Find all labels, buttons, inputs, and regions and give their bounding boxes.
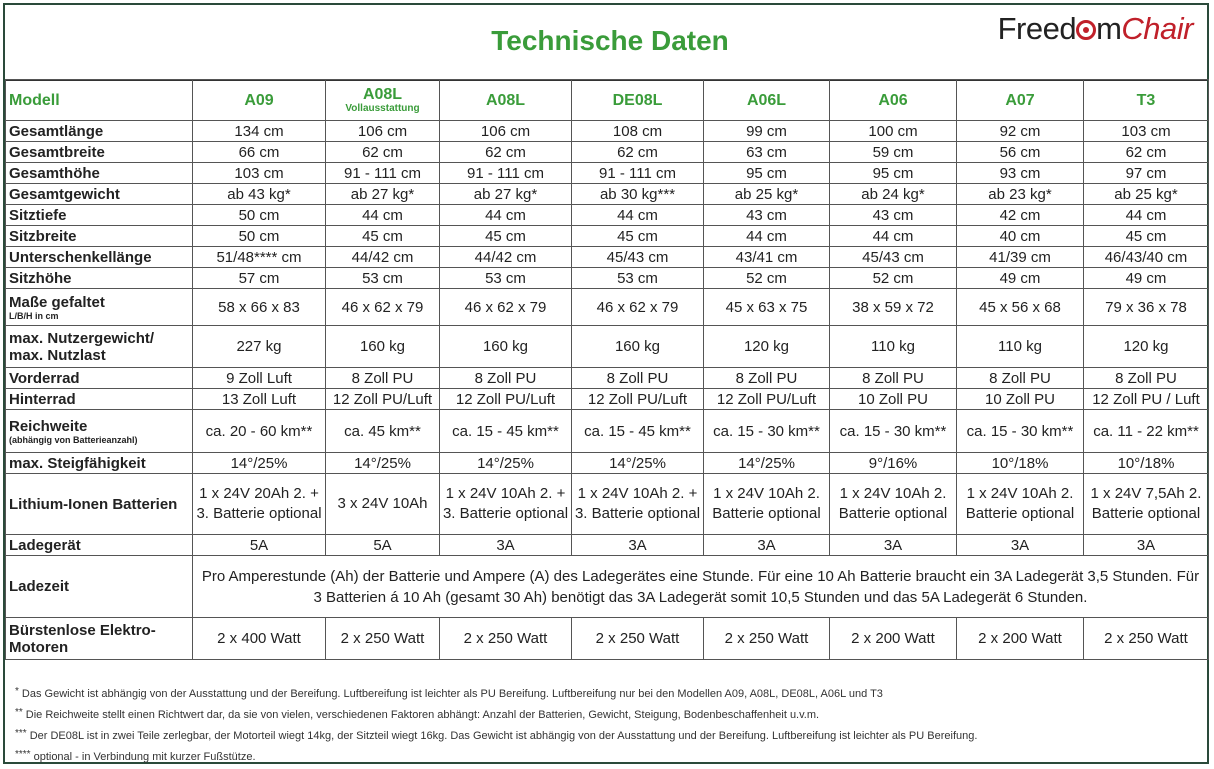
footnote-mark: *	[15, 686, 19, 697]
table-cell: ca. 15 - 30 km**	[830, 410, 957, 453]
table-cell: 14°/25%	[704, 453, 830, 474]
row-label-text: Ladegerät	[9, 536, 81, 554]
table-cell: 2 x 250 Watt	[1084, 618, 1209, 660]
table-cell: ca. 15 - 45 km**	[572, 410, 704, 453]
table-cell: 53 cm	[326, 268, 440, 289]
table-cell: 13 Zoll Luft	[193, 389, 326, 410]
table-cell: 108 cm	[572, 121, 704, 142]
row-label	[6, 474, 193, 535]
table-cell: 45 cm	[440, 226, 572, 247]
table-cell: 160 kg	[326, 326, 440, 368]
model-header	[1084, 80, 1209, 121]
table-cell: 95 cm	[704, 163, 830, 184]
row-label-text: Maße gefaltet	[9, 293, 105, 311]
footnote	[15, 723, 1205, 744]
spec-sheet	[3, 3, 1209, 764]
table-cell: ab 43 kg*	[193, 184, 326, 205]
model-name: A09	[244, 91, 274, 109]
table-row	[6, 163, 1209, 184]
model-header	[957, 80, 1084, 121]
table-cell: 8 Zoll PU	[957, 368, 1084, 389]
table-cell: 53 cm	[440, 268, 572, 289]
row-label	[6, 184, 193, 205]
spec-table	[5, 79, 1209, 660]
table-row	[6, 389, 1209, 410]
table-header-row	[6, 80, 1209, 121]
row-label	[6, 389, 193, 410]
model-header	[572, 80, 704, 121]
table-cell: 100 cm	[830, 121, 957, 142]
header	[5, 5, 1207, 81]
row-label	[6, 163, 193, 184]
table-cell: 2 x 250 Watt	[440, 618, 572, 660]
table-cell: 1 x 24V 10Ah 2. Batterie optional	[830, 474, 957, 535]
table-cell: 42 cm	[957, 205, 1084, 226]
table-cell: 1 x 24V 10Ah 2. + 3. Batterie optional	[572, 474, 704, 535]
table-cell: 3 x 24V 10Ah	[326, 474, 440, 535]
table-cell: 106 cm	[326, 121, 440, 142]
row-label	[6, 453, 193, 474]
table-cell: 43 cm	[704, 205, 830, 226]
row-label-text: Sitztiefe	[9, 206, 67, 224]
table-cell: 50 cm	[193, 205, 326, 226]
table-cell: 62 cm	[1084, 142, 1209, 163]
table-cell: 91 - 111 cm	[326, 163, 440, 184]
table-cell: 8 Zoll PU	[326, 368, 440, 389]
table-cell: 103 cm	[1084, 121, 1209, 142]
row-label-text: Sitzhöhe	[9, 269, 72, 287]
table-cell: 227 kg	[193, 326, 326, 368]
table-row	[6, 289, 1209, 326]
table-cell: 8 Zoll PU	[1084, 368, 1209, 389]
table-cell: ab 23 kg*	[957, 184, 1084, 205]
table-cell: 57 cm	[193, 268, 326, 289]
table-cell: 9°/16%	[830, 453, 957, 474]
row-label	[6, 326, 193, 368]
table-cell: 41/39 cm	[957, 247, 1084, 268]
table-cell: 46 x 62 x 79	[326, 289, 440, 326]
table-row	[6, 268, 1209, 289]
table-row	[6, 226, 1209, 247]
table-cell: 66 cm	[193, 142, 326, 163]
logo-text-m: m	[1096, 11, 1122, 46]
row-label-text: Gesamtlänge	[9, 122, 104, 140]
table-cell: 44 cm	[326, 205, 440, 226]
table-cell: 2 x 200 Watt	[830, 618, 957, 660]
table-cell: ca. 45 km**	[326, 410, 440, 453]
table-cell: ca. 15 - 30 km**	[957, 410, 1084, 453]
table-cell: 97 cm	[1084, 163, 1209, 184]
row-label	[6, 142, 193, 163]
model-header	[830, 80, 957, 121]
row-label-text: Unterschenkellänge	[9, 248, 152, 266]
model-header	[193, 80, 326, 121]
table-cell: 5A	[193, 535, 326, 556]
footnote-text: Der DE08L ist in zwei Teile zerlegbar, der Motorteil wiegt 14kg, der Sitzteil wiegt 16kg. Das Gewicht ist abhängig von der Ausstattung und der Bereifung. Luftbereifung ist leichter als PU Bereifung.	[29, 730, 978, 742]
table-cell: 45 cm	[326, 226, 440, 247]
table-row	[6, 618, 1209, 660]
model-name: A08L	[362, 86, 403, 103]
table-cell: 44/42 cm	[440, 247, 572, 268]
model-name: A07	[1005, 91, 1035, 109]
table-cell: 3A	[957, 535, 1084, 556]
table-row	[6, 535, 1209, 556]
table-cell: 91 - 111 cm	[440, 163, 572, 184]
table-cell: 45 x 63 x 75	[704, 289, 830, 326]
table-cell: 110 kg	[957, 326, 1084, 368]
table-cell: 2 x 400 Watt	[193, 618, 326, 660]
footnote-mark: **	[15, 707, 23, 718]
table-cell: 103 cm	[193, 163, 326, 184]
footnote	[15, 702, 1205, 723]
row-label	[6, 205, 193, 226]
table-cell: 59 cm	[830, 142, 957, 163]
row-label	[6, 410, 193, 453]
row-label	[6, 289, 193, 326]
table-cell: 160 kg	[572, 326, 704, 368]
table-cell: 3A	[572, 535, 704, 556]
footnotes	[15, 681, 1205, 765]
table-cell: 43 cm	[830, 205, 957, 226]
table-row	[6, 453, 1209, 474]
table-cell: 8 Zoll PU	[572, 368, 704, 389]
row-label	[6, 535, 193, 556]
table-row	[6, 556, 1209, 618]
table-cell: 52 cm	[704, 268, 830, 289]
table-cell: 79 x 36 x 78	[1084, 289, 1209, 326]
table-cell: 12 Zoll PU/Luft	[572, 389, 704, 410]
row-label	[6, 121, 193, 142]
table-row	[6, 247, 1209, 268]
table-cell: 2 x 250 Watt	[572, 618, 704, 660]
table-cell: 95 cm	[830, 163, 957, 184]
table-cell: 44 cm	[830, 226, 957, 247]
table-cell: 99 cm	[704, 121, 830, 142]
table-cell: 46 x 62 x 79	[440, 289, 572, 326]
table-cell: 2 x 250 Watt	[704, 618, 830, 660]
row-label-text: Sitzbreite	[9, 227, 77, 245]
ladezeit-text: Pro Amperestunde (Ah) der Batterie und Ampere (A) des Ladegerätes eine Stunde. Für eine 10 Ah Batterie braucht ein 3A Ladegerät 3,5 Stunden. Für 3 Batterien á 10 Ah (gesamt 30 Ah) benötigt das 3A Ladegerät somit 10,5 Stunden und das 5A Ladegerät 6 Stunden.	[193, 556, 1209, 618]
table-cell: 62 cm	[572, 142, 704, 163]
footnote	[15, 681, 1205, 702]
table-row	[6, 474, 1209, 535]
model-header	[326, 80, 440, 121]
table-cell: 63 cm	[704, 142, 830, 163]
footnote-text: Das Gewicht ist abhängig von der Ausstattung und der Bereifung. Luftbereifung ist leichter als PU Bereifung. Luftbereifung nur bei den Modellen A09, A08L, DE08L, A06L und T3	[21, 688, 883, 700]
table-cell: 43/41 cm	[704, 247, 830, 268]
row-label-sub: L/B/H in cm	[9, 310, 59, 321]
table-row	[6, 368, 1209, 389]
table-cell: 10 Zoll PU	[830, 389, 957, 410]
table-cell: 3A	[830, 535, 957, 556]
table-cell: ab 27 kg*	[326, 184, 440, 205]
table-cell: 45/43 cm	[830, 247, 957, 268]
row-label-text: max. Nutzergewicht/ max. Nutzlast	[9, 329, 155, 364]
table-cell: 8 Zoll PU	[830, 368, 957, 389]
model-name: A06	[878, 91, 908, 109]
footnote-mark: ****	[15, 749, 31, 760]
table-row	[6, 184, 1209, 205]
model-header	[440, 80, 572, 121]
table-cell: 52 cm	[830, 268, 957, 289]
table-cell: 1 x 24V 10Ah 2. Batterie optional	[957, 474, 1084, 535]
row-label-text: Gesamtgewicht	[9, 185, 120, 203]
row-label-sub: (abhängig von Batterieanzahl)	[9, 434, 138, 445]
table-cell: ab 27 kg*	[440, 184, 572, 205]
model-name: T3	[1136, 91, 1156, 109]
footnote-mark: ***	[15, 728, 27, 739]
table-cell: 40 cm	[957, 226, 1084, 247]
logo-text-chair: Chair	[1121, 11, 1193, 46]
table-cell: 2 x 250 Watt	[326, 618, 440, 660]
table-cell: 46/43/40 cm	[1084, 247, 1209, 268]
table-cell: 92 cm	[957, 121, 1084, 142]
table-cell: 46 x 62 x 79	[572, 289, 704, 326]
table-cell: 110 kg	[830, 326, 957, 368]
table-cell: 49 cm	[1084, 268, 1209, 289]
table-cell: 45/43 cm	[572, 247, 704, 268]
table-row	[6, 326, 1209, 368]
table-cell: ca. 11 - 22 km**	[1084, 410, 1209, 453]
table-cell: 51/48**** cm	[193, 247, 326, 268]
table-cell: 120 kg	[1084, 326, 1209, 368]
table-row	[6, 410, 1209, 453]
table-cell: 2 x 200 Watt	[957, 618, 1084, 660]
table-cell: 14°/25%	[440, 453, 572, 474]
table-cell: 1 x 24V 10Ah 2. Batterie optional	[704, 474, 830, 535]
table-cell: 58 x 66 x 83	[193, 289, 326, 326]
table-cell: 45 cm	[572, 226, 704, 247]
table-cell: 44 cm	[572, 205, 704, 226]
table-cell: 3A	[440, 535, 572, 556]
table-cell: ab 24 kg*	[830, 184, 957, 205]
table-cell: ab 25 kg*	[1084, 184, 1209, 205]
table-cell: 106 cm	[440, 121, 572, 142]
model-name: A08L	[485, 91, 526, 109]
table-row	[6, 121, 1209, 142]
row-label-text: max. Steigfähigkeit	[9, 454, 146, 472]
table-cell: ab 25 kg*	[704, 184, 830, 205]
freedomchair-logo	[998, 11, 1193, 47]
table-cell: 12 Zoll PU/Luft	[326, 389, 440, 410]
table-cell: 38 x 59 x 72	[830, 289, 957, 326]
table-cell: 62 cm	[326, 142, 440, 163]
header-label: Modell	[6, 80, 193, 121]
table-cell: 44/42 cm	[326, 247, 440, 268]
row-label-text: Gesamtbreite	[9, 143, 105, 161]
table-cell: 14°/25%	[193, 453, 326, 474]
table-cell: 1 x 24V 20Ah 2. + 3. Batterie optional	[193, 474, 326, 535]
table-cell: 12 Zoll PU / Luft	[1084, 389, 1209, 410]
table-cell: 44 cm	[1084, 205, 1209, 226]
footnote	[15, 744, 1205, 765]
table-cell: 53 cm	[572, 268, 704, 289]
logo-text-freed: Freed	[997, 11, 1077, 46]
table-cell: 49 cm	[957, 268, 1084, 289]
table-cell: 12 Zoll PU/Luft	[704, 389, 830, 410]
footnote-text: Die Reichweite stellt einen Richtwert dar, da sie von vielen, verschiedenen Faktoren abhängt: Anzahl der Batterien, Gewicht, Steigung, Bodenbeschaffenheit u.v.m.	[25, 709, 820, 721]
row-label	[6, 226, 193, 247]
row-label-text: Hinterrad	[9, 390, 76, 408]
row-label-text: Lithium-Ionen Batterien	[9, 495, 178, 513]
table-cell: 44 cm	[440, 205, 572, 226]
row-label-text: Vorderrad	[9, 369, 80, 387]
table-cell: 134 cm	[193, 121, 326, 142]
table-cell: 10°/18%	[1084, 453, 1209, 474]
table-cell: 120 kg	[704, 326, 830, 368]
table-cell: 1 x 24V 10Ah 2. + 3. Batterie optional	[440, 474, 572, 535]
table-cell: 45 cm	[1084, 226, 1209, 247]
table-row	[6, 205, 1209, 226]
table-cell: 5A	[326, 535, 440, 556]
table-cell: ca. 20 - 60 km**	[193, 410, 326, 453]
model-name: DE08L	[612, 91, 663, 109]
table-cell: 14°/25%	[326, 453, 440, 474]
table-cell: 8 Zoll PU	[440, 368, 572, 389]
row-label-text: Reichweite	[9, 417, 88, 435]
table-cell: 44 cm	[704, 226, 830, 247]
table-cell: 50 cm	[193, 226, 326, 247]
row-label-text: Gesamthöhe	[9, 164, 100, 182]
table-cell: 62 cm	[440, 142, 572, 163]
row-label: Ladezeit	[6, 556, 193, 618]
model-subtitle: Vollausstattung	[345, 103, 420, 114]
table-cell: 9 Zoll Luft	[193, 368, 326, 389]
table-cell: 93 cm	[957, 163, 1084, 184]
table-row	[6, 142, 1209, 163]
table-cell: ab 30 kg***	[572, 184, 704, 205]
table-cell: 8 Zoll PU	[704, 368, 830, 389]
table-cell: ca. 15 - 30 km**	[704, 410, 830, 453]
table-cell: 14°/25%	[572, 453, 704, 474]
wheel-icon	[1076, 20, 1096, 40]
table-cell: 3A	[1084, 535, 1209, 556]
table-cell: 56 cm	[957, 142, 1084, 163]
table-cell: 3A	[704, 535, 830, 556]
row-label: Bürstenlose Elektro-Motoren	[6, 618, 193, 660]
model-header	[704, 80, 830, 121]
table-cell: ca. 15 - 45 km**	[440, 410, 572, 453]
table-cell: 91 - 111 cm	[572, 163, 704, 184]
table-cell: 1 x 24V 7,5Ah 2. Batterie optional	[1084, 474, 1209, 535]
row-label	[6, 268, 193, 289]
row-label	[6, 247, 193, 268]
table-cell: 12 Zoll PU/Luft	[440, 389, 572, 410]
table-cell: 10°/18%	[957, 453, 1084, 474]
table-cell: 45 x 56 x 68	[957, 289, 1084, 326]
row-label	[6, 368, 193, 389]
table-cell: 10 Zoll PU	[957, 389, 1084, 410]
model-name: A06L	[746, 91, 787, 109]
footnote-text: optional - in Verbindung mit kurzer Fußstütze.	[33, 751, 256, 763]
page-title: Technische Daten	[491, 25, 729, 56]
table-cell: 160 kg	[440, 326, 572, 368]
